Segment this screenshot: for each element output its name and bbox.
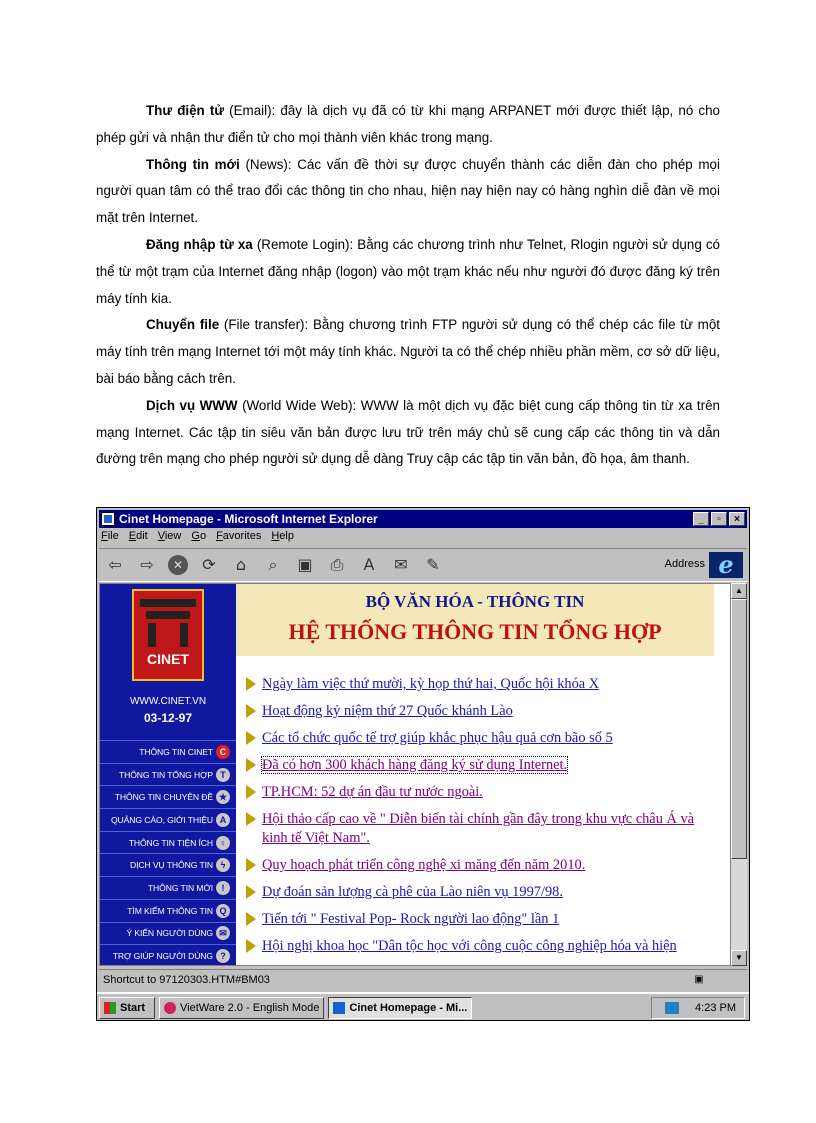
page-banner xyxy=(236,584,714,656)
news-link[interactable]: Các tổ chức quốc tế trợ giúp khắc phục hậu quả cơn bão số 5 xyxy=(262,730,613,746)
font-icon[interactable]: A xyxy=(363,555,375,574)
stop-icon[interactable]: ✕ xyxy=(168,555,188,575)
sidebar-menu xyxy=(100,740,236,966)
start-button[interactable] xyxy=(99,997,155,1019)
news-item xyxy=(242,810,710,848)
paragraph-text: (News): Các vấn đề thời sự được chuyển thành các diễn đàn cho phép mọi người quan tâm có thể trao đổi các thông tin cho nhau, hiện nay hiện nay có hàng nghìn diễ đàn về mọi mặt trên Internet. xyxy=(96,156,720,226)
help-icon: ? xyxy=(216,949,230,963)
service-icon: ϟ xyxy=(216,858,230,872)
sidebar-item-label: THÔNG TIN CHUYÊN ĐỀ xyxy=(114,792,213,803)
minimize-button[interactable]: _ xyxy=(693,512,709,526)
banner-ministry: BỘ VĂN HÓA - THÔNG TIN xyxy=(365,592,585,611)
utility-icon: ♀ xyxy=(216,836,230,850)
news-link[interactable]: Hoạt động kỷ niệm thứ 27 Quốc khánh Lào xyxy=(262,703,513,719)
scroll-down-icon[interactable]: ▼ xyxy=(731,950,747,966)
paragraph-text: (File transfer): Bằng chương trình FTP người sử dụng có thể chép các file từ một máy tính trên mạng Internet tới một máy tính khác. Người ta có thể chép nhiều phần mềm, cơ sở dữ liệu, bài báo bằng cách trên. xyxy=(96,317,720,386)
address-label[interactable]: Address xyxy=(664,558,705,570)
mail-icon[interactable]: ✉ xyxy=(394,555,408,574)
browser-screenshot xyxy=(96,507,750,1021)
sidebar-item-label: THÔNG TIN MỚI xyxy=(147,882,213,893)
vertical-scrollbar[interactable] xyxy=(731,583,747,966)
ie-icon xyxy=(333,1002,345,1014)
site-date: 03-12-97 xyxy=(143,711,193,725)
zone-icon: ▣ xyxy=(694,974,704,985)
paragraph-news xyxy=(96,152,720,232)
vietware-icon xyxy=(164,1002,176,1014)
menu-help[interactable]: Help xyxy=(271,530,294,542)
term-remote-login: Đăng nhập từ xa xyxy=(146,236,253,252)
toolbar xyxy=(99,548,747,582)
bullet-arrow-icon xyxy=(246,858,256,872)
sidebar-item[interactable] xyxy=(100,853,236,876)
sidebar-item[interactable] xyxy=(100,922,236,945)
menu-file[interactable]: File xyxy=(101,530,119,542)
news-item xyxy=(242,729,710,748)
bullet-arrow-icon xyxy=(246,912,256,926)
sidebar-item[interactable] xyxy=(100,763,236,786)
news-link[interactable]: Hội nghị khoa học "Dân tộc học với công cuộc công nghiệp hóa và hiện xyxy=(262,938,677,954)
sidebar-item-label: TRỢ GIÚP NGƯỜI DÙNG xyxy=(112,951,213,962)
sidebar-item[interactable] xyxy=(100,899,236,922)
search-icon[interactable]: ⌕ xyxy=(268,555,278,574)
sidebar xyxy=(100,584,236,965)
news-link[interactable]: Tiến tới " Festival Pop- Rock người lao động" lần 1 xyxy=(262,911,560,927)
refresh-icon[interactable]: ⟳ xyxy=(202,555,216,574)
news-link[interactable]: Đã có hơn 300 khách hàng đăng ký sử dụng Internet. xyxy=(262,757,568,773)
sidebar-item[interactable] xyxy=(100,808,236,831)
site-url: WWW.CINET.VN xyxy=(129,696,207,707)
paragraph-www xyxy=(96,393,720,473)
menu-view[interactable]: View xyxy=(157,530,182,542)
paragraph-text: (World Wide Web): WWW là một dịch vụ đặc biệt cung cấp thông tin từ xa trên mạng Internet. Các tập tin siêu văn bản được lưu trữ trên máy chủ sẽ cung cấp các thông tin và dẫn đường trên mạng cho phép người sử dụng dễ dàng Truy cập các tập tin văn bản, đồ họa, âm thanh. xyxy=(96,397,720,467)
bullet-arrow-icon xyxy=(246,939,256,953)
sidebar-item-label: TÌM KIẾM THÔNG TIN xyxy=(127,905,213,916)
sidebar-item[interactable] xyxy=(100,876,236,899)
favorites-icon[interactable]: ▣ xyxy=(297,555,313,574)
forward-arrow-icon[interactable]: ⇨ xyxy=(140,555,154,574)
system-tray xyxy=(651,997,745,1019)
scroll-thumb[interactable] xyxy=(731,599,747,859)
news-item xyxy=(242,702,710,721)
bullet-arrow-icon xyxy=(246,785,256,799)
close-button[interactable]: × xyxy=(729,512,745,526)
exclamation-icon: ! xyxy=(216,881,230,895)
logo-text: CINET xyxy=(147,651,189,667)
bullet-arrow-icon xyxy=(246,758,256,772)
paragraph-text: (Remote Login): Bằng các chương trình như Telnet, Rlogin người sử dụng có thể từ một trạm của Internet đăng nhập (logon) vào một trạm khác nếu như người đó được đăng ký trên máy tính kia. xyxy=(96,236,720,306)
news-link[interactable]: Dự đoán sản lượng cà phê của Lào niên vụ 1997/98. xyxy=(262,884,563,900)
sidebar-item-label: THÔNG TIN TỔNG HỢP xyxy=(118,769,213,780)
bullet-arrow-icon xyxy=(246,677,256,691)
menu-bar xyxy=(101,530,294,546)
bullet-arrow-icon xyxy=(246,812,256,826)
back-arrow-icon[interactable]: ⇦ xyxy=(108,555,122,574)
task-label: VietWare 2.0 - English Mode xyxy=(180,1002,320,1014)
taskbar xyxy=(97,992,749,1021)
windows-logo-icon xyxy=(104,1002,116,1014)
bullet-arrow-icon xyxy=(246,885,256,899)
ie-window-icon xyxy=(101,512,115,526)
ad-icon: A xyxy=(216,813,230,827)
paragraph-file-transfer xyxy=(96,312,720,392)
sidebar-item-label: DỊCH VỤ THÔNG TIN xyxy=(130,860,213,871)
news-item xyxy=(242,783,710,802)
menu-favorites[interactable]: Favorites xyxy=(216,530,262,542)
bullet-arrow-icon xyxy=(246,704,256,718)
window-title: Cinet Homepage - Microsoft Internet Explorer xyxy=(119,512,378,526)
news-item xyxy=(242,856,710,875)
mail-icon: ✉ xyxy=(216,926,230,940)
news-link[interactable]: Hội thảo cấp cao về " Diễn biến tài chính gần đây trong khu vực châu Á và kinh tế Việt Nam". xyxy=(262,811,695,846)
task-vietware[interactable] xyxy=(159,997,324,1019)
news-item xyxy=(242,910,710,929)
task-cinet-homepage[interactable] xyxy=(328,997,472,1019)
term-file-transfer: Chuyển file xyxy=(146,317,220,333)
print-icon[interactable]: ⎙ xyxy=(330,555,344,574)
ie-logo-icon: e xyxy=(709,552,743,578)
sidebar-item[interactable] xyxy=(100,785,236,808)
term-news: Thông tin mới xyxy=(146,156,240,172)
menu-edit[interactable]: Edit xyxy=(128,530,148,542)
window-titlebar xyxy=(99,510,747,528)
cinet-icon: C xyxy=(216,745,230,759)
scroll-up-icon[interactable]: ▲ xyxy=(731,583,747,599)
cinet-logo xyxy=(132,589,204,681)
bullet-arrow-icon xyxy=(246,731,256,745)
news-item xyxy=(242,756,710,775)
status-text: Shortcut to 97120303.HTM#BM03 xyxy=(103,974,270,986)
edit-icon[interactable]: ✎ xyxy=(426,555,440,574)
home-icon[interactable]: ⌂ xyxy=(235,555,247,574)
clock: 4:23 PM xyxy=(695,1002,736,1014)
news-item xyxy=(242,675,710,694)
banner-title: HỆ THỐNG THÔNG TIN TỔNG HỢP xyxy=(288,619,662,644)
info-icon: T xyxy=(216,768,230,782)
star-icon: ★ xyxy=(216,790,230,804)
sidebar-item-label: QUẢNG CÁO, GIỚI THIỆU xyxy=(110,814,213,825)
term-www: Dịch vụ WWW xyxy=(146,397,238,413)
document-body xyxy=(96,98,720,473)
term-email: Thư điện tử xyxy=(146,103,225,118)
news-link[interactable]: TP.HCM: 52 dự án đầu tư nước ngoài. xyxy=(262,784,483,800)
news-item xyxy=(242,883,710,902)
main-content xyxy=(236,584,714,965)
sidebar-item-label: THÔNG TIN TIỆN ÍCH xyxy=(128,837,213,848)
search-icon: Q xyxy=(216,904,230,918)
sidebar-item-label: Ý KIẾN NGƯỜI DÙNG xyxy=(126,928,213,939)
paragraph-text: (Email): đây là dịch vụ đã có từ khi mạng ARPANET mới được thiết lập, nó cho phép gửi và nhận thư điển tử cho mọi thành viên khác trong mạng. xyxy=(96,103,720,145)
status-bar xyxy=(99,969,747,990)
news-link[interactable]: Ngày làm việc thứ mười, kỳ họp thứ hai, Quốc hội khóa X xyxy=(262,676,600,692)
sidebar-item-label: THÔNG TIN CINET xyxy=(139,746,213,757)
news-link[interactable]: Quy hoạch phát triển công nghệ xi măng đến năm 2010. xyxy=(262,857,586,873)
menu-go[interactable]: Go xyxy=(191,530,207,542)
task-label: Cinet Homepage - Mi... xyxy=(349,1002,468,1014)
start-label: Start xyxy=(120,1002,146,1014)
news-links xyxy=(242,675,710,964)
sidebar-item[interactable] xyxy=(100,831,236,854)
sidebar-item[interactable] xyxy=(100,740,236,763)
network-icon[interactable] xyxy=(665,1002,679,1014)
page-viewport xyxy=(99,583,731,966)
sidebar-item[interactable] xyxy=(100,944,236,966)
maximize-button[interactable]: ▫ xyxy=(711,512,727,526)
paragraph-remote-login xyxy=(96,232,720,312)
paragraph-email xyxy=(96,98,720,152)
news-item xyxy=(242,937,710,956)
